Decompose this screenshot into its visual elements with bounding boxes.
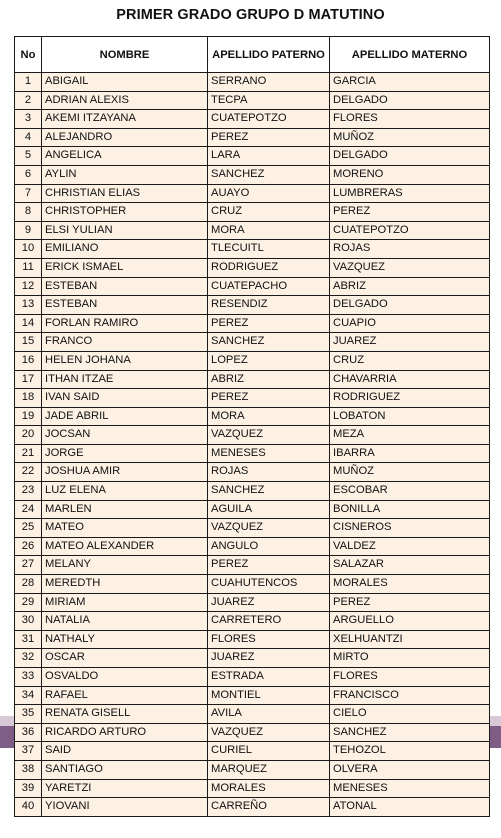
cell-nombre: RAFAEL [42,686,208,705]
cell-nombre: MEREDTH [42,575,208,594]
cell-apellido-materno: DELGADO [330,296,490,315]
cell-apellido-materno: CUATEPOTZO [330,221,490,240]
header-no: No [15,37,42,73]
cell-nombre: ESTEBAN [42,277,208,296]
cell-apellido-paterno: TECPA [208,91,330,110]
cell-nombre: RENATA GISELL [42,705,208,724]
page-title: PRIMER GRADO GRUPO D MATUTINO [116,7,385,23]
cell-nombre: ITHAN ITZAE [42,370,208,389]
table-row [15,723,490,742]
cell-apellido-paterno: RESENDIZ [208,296,330,315]
table-row [15,370,490,389]
cell-nombre: ANGELICA [42,147,208,166]
table-row [15,184,490,203]
table-row [15,444,490,463]
cell-apellido-paterno: LOPEZ [208,351,330,370]
cell-nombre: JADE ABRIL [42,407,208,426]
table-row [15,519,490,538]
cell-nombre: MARLEN [42,500,208,519]
cell-no: 32 [15,649,42,668]
cell-no: 35 [15,705,42,724]
cell-apellido-materno: XELHUANTZI [330,630,490,649]
cell-apellido-materno: BONILLA [330,500,490,519]
cell-apellido-paterno: TLECUITL [208,240,330,259]
cell-apellido-paterno: AUAYO [208,184,330,203]
cell-apellido-materno: DELGADO [330,91,490,110]
cell-nombre: OSVALDO [42,668,208,687]
cell-apellido-materno: FLORES [330,668,490,687]
cell-no: 6 [15,165,42,184]
cell-nombre: EMILIANO [42,240,208,259]
cell-no: 40 [15,798,42,817]
cell-apellido-materno: CHAVARRIA [330,370,490,389]
cell-apellido-paterno: ABRIZ [208,370,330,389]
cell-no: 22 [15,463,42,482]
cell-apellido-materno: MENESES [330,779,490,798]
cell-nombre: JOCSAN [42,426,208,445]
cell-no: 29 [15,593,42,612]
table-row [15,705,490,724]
cell-no: 36 [15,723,42,742]
cell-no: 33 [15,668,42,687]
cell-no: 21 [15,444,42,463]
cell-apellido-paterno: ROJAS [208,463,330,482]
cell-apellido-materno: MIRTO [330,649,490,668]
table-row [15,760,490,779]
cell-nombre: HELEN JOHANA [42,351,208,370]
cell-nombre: FORLAN RAMIRO [42,314,208,333]
table-row [15,593,490,612]
header-apellido-paterno: APELLIDO PATERNO [208,37,330,73]
cell-no: 7 [15,184,42,203]
cell-apellido-paterno: CARREÑO [208,798,330,817]
cell-nombre: LUZ ELENA [42,482,208,501]
cell-no: 26 [15,537,42,556]
cell-apellido-materno: DELGADO [330,147,490,166]
cell-nombre: YIOVANI [42,798,208,817]
cell-no: 9 [15,221,42,240]
cell-apellido-materno: GARCIA [330,73,490,92]
table-row [15,686,490,705]
cell-nombre: CHRISTIAN ELIAS [42,184,208,203]
table-row [15,314,490,333]
table-row [15,742,490,761]
cell-nombre: MIRIAM [42,593,208,612]
cell-apellido-paterno: JUAREZ [208,593,330,612]
cell-apellido-materno: LUMBRERAS [330,184,490,203]
cell-no: 20 [15,426,42,445]
table-row [15,147,490,166]
cell-apellido-paterno: VAZQUEZ [208,519,330,538]
cell-no: 16 [15,351,42,370]
table-row [15,407,490,426]
cell-nombre: IVAN SAID [42,389,208,408]
cell-nombre: JORGE [42,444,208,463]
cell-apellido-paterno: CARRETERO [208,612,330,631]
cell-nombre: NATALIA [42,612,208,631]
cell-apellido-paterno: MENESES [208,444,330,463]
cell-apellido-paterno: ESTRADA [208,668,330,687]
cell-no: 34 [15,686,42,705]
cell-no: 17 [15,370,42,389]
cell-apellido-materno: FLORES [330,110,490,129]
table-row [15,798,490,817]
table-row [15,389,490,408]
table-row [15,73,490,92]
cell-apellido-materno: ROJAS [330,240,490,259]
cell-no: 24 [15,500,42,519]
table-row [15,221,490,240]
cell-no: 5 [15,147,42,166]
table-row [15,630,490,649]
cell-apellido-materno: ABRIZ [330,277,490,296]
table-row [15,668,490,687]
table-row [15,165,490,184]
cell-nombre: SAID [42,742,208,761]
cell-nombre: SANTIAGO [42,760,208,779]
cell-apellido-materno: PEREZ [330,593,490,612]
cell-no: 30 [15,612,42,631]
table-row [15,258,490,277]
cell-apellido-materno: CIELO [330,705,490,724]
cell-apellido-paterno: CUAHUTENCOS [208,575,330,594]
table-row [15,500,490,519]
cell-nombre: MATEO [42,519,208,538]
cell-nombre: MELANY [42,556,208,575]
cell-apellido-paterno: RODRIGUEZ [208,258,330,277]
cell-apellido-materno: MORENO [330,165,490,184]
cell-apellido-materno: OLVERA [330,760,490,779]
cell-apellido-paterno: CUATEPACHO [208,277,330,296]
cell-apellido-materno: LOBATON [330,407,490,426]
cell-no: 27 [15,556,42,575]
table-row [15,277,490,296]
cell-apellido-paterno: PEREZ [208,314,330,333]
cell-nombre: ABIGAIL [42,73,208,92]
cell-no: 39 [15,779,42,798]
cell-apellido-paterno: AGUILA [208,500,330,519]
cell-nombre: ALEJANDRO [42,128,208,147]
cell-apellido-paterno: ANGULO [208,537,330,556]
cell-apellido-materno: MORALES [330,575,490,594]
cell-no: 19 [15,407,42,426]
table-row [15,240,490,259]
cell-no: 38 [15,760,42,779]
cell-nombre: YARETZI [42,779,208,798]
table-header-row [15,37,490,73]
cell-apellido-paterno: FLORES [208,630,330,649]
table-row [15,575,490,594]
cell-apellido-materno: ARGUELLO [330,612,490,631]
cell-nombre: ERICK ISMAEL [42,258,208,277]
cell-no: 28 [15,575,42,594]
cell-apellido-materno: CRUZ [330,351,490,370]
cell-no: 31 [15,630,42,649]
table-row [15,351,490,370]
cell-no: 2 [15,91,42,110]
cell-nombre: ADRIAN ALEXIS [42,91,208,110]
table-row [15,128,490,147]
cell-apellido-paterno: MONTIEL [208,686,330,705]
cell-apellido-paterno: PEREZ [208,128,330,147]
cell-no: 3 [15,110,42,129]
cell-apellido-materno: ATONAL [330,798,490,817]
cell-nombre: MATEO ALEXANDER [42,537,208,556]
cell-no: 37 [15,742,42,761]
table-row [15,91,490,110]
header-apellido-materno: APELLIDO MATERNO [330,37,490,73]
cell-no: 1 [15,73,42,92]
cell-apellido-paterno: LARA [208,147,330,166]
cell-nombre: JOSHUA AMIR [42,463,208,482]
cell-apellido-paterno: PEREZ [208,556,330,575]
cell-apellido-paterno: MORA [208,221,330,240]
cell-nombre: FRANCO [42,333,208,352]
cell-apellido-paterno: MORA [208,407,330,426]
cell-apellido-paterno: CURIEL [208,742,330,761]
table-row [15,482,490,501]
table-row [15,556,490,575]
cell-apellido-materno: MUÑOZ [330,128,490,147]
cell-no: 8 [15,203,42,222]
cell-apellido-paterno: SANCHEZ [208,333,330,352]
table-row [15,649,490,668]
cell-apellido-paterno: SERRANO [208,73,330,92]
cell-nombre: AKEMI ITZAYANA [42,110,208,129]
cell-apellido-materno: VALDEZ [330,537,490,556]
cell-no: 12 [15,277,42,296]
cell-apellido-materno: JUAREZ [330,333,490,352]
cell-apellido-paterno: MARQUEZ [208,760,330,779]
cell-no: 23 [15,482,42,501]
student-roster-table [14,36,490,817]
table-row [15,333,490,352]
table-row [15,110,490,129]
cell-no: 11 [15,258,42,277]
cell-apellido-materno: IBARRA [330,444,490,463]
table-row [15,779,490,798]
cell-no: 13 [15,296,42,315]
cell-apellido-materno: TEHOZOL [330,742,490,761]
cell-apellido-paterno: SANCHEZ [208,482,330,501]
table-row [15,463,490,482]
cell-apellido-paterno: VAZQUEZ [208,723,330,742]
cell-no: 25 [15,519,42,538]
cell-apellido-paterno: CUATEPOTZO [208,110,330,129]
cell-apellido-materno: CISNEROS [330,519,490,538]
cell-apellido-materno: MEZA [330,426,490,445]
cell-apellido-paterno: JUAREZ [208,649,330,668]
cell-apellido-materno: CUAPIO [330,314,490,333]
cell-apellido-paterno: MORALES [208,779,330,798]
cell-apellido-materno: SALAZAR [330,556,490,575]
cell-apellido-materno: FRANCISCO [330,686,490,705]
cell-apellido-paterno: VAZQUEZ [208,426,330,445]
cell-nombre: CHRISTOPHER [42,203,208,222]
cell-apellido-paterno: CRUZ [208,203,330,222]
cell-apellido-materno: RODRIGUEZ [330,389,490,408]
table-row [15,203,490,222]
table-row [15,426,490,445]
cell-apellido-paterno: PEREZ [208,389,330,408]
cell-nombre: ESTEBAN [42,296,208,315]
table-row [15,296,490,315]
cell-no: 10 [15,240,42,259]
cell-nombre: NATHALY [42,630,208,649]
cell-apellido-materno: VAZQUEZ [330,258,490,277]
cell-apellido-materno: MUÑOZ [330,463,490,482]
cell-apellido-materno: ESCOBAR [330,482,490,501]
cell-nombre: AYLIN [42,165,208,184]
cell-no: 15 [15,333,42,352]
table-row [15,537,490,556]
cell-no: 18 [15,389,42,408]
cell-apellido-paterno: SANCHEZ [208,165,330,184]
cell-no: 4 [15,128,42,147]
cell-nombre: ELSI YULIAN [42,221,208,240]
cell-nombre: OSCAR [42,649,208,668]
table-row [15,612,490,631]
header-nombre: NOMBRE [42,37,208,73]
cell-apellido-materno: SANCHEZ [330,723,490,742]
table-body [15,73,490,817]
cell-apellido-materno: PEREZ [330,203,490,222]
cell-no: 14 [15,314,42,333]
cell-apellido-paterno: AVILA [208,705,330,724]
cell-nombre: RICARDO ARTURO [42,723,208,742]
